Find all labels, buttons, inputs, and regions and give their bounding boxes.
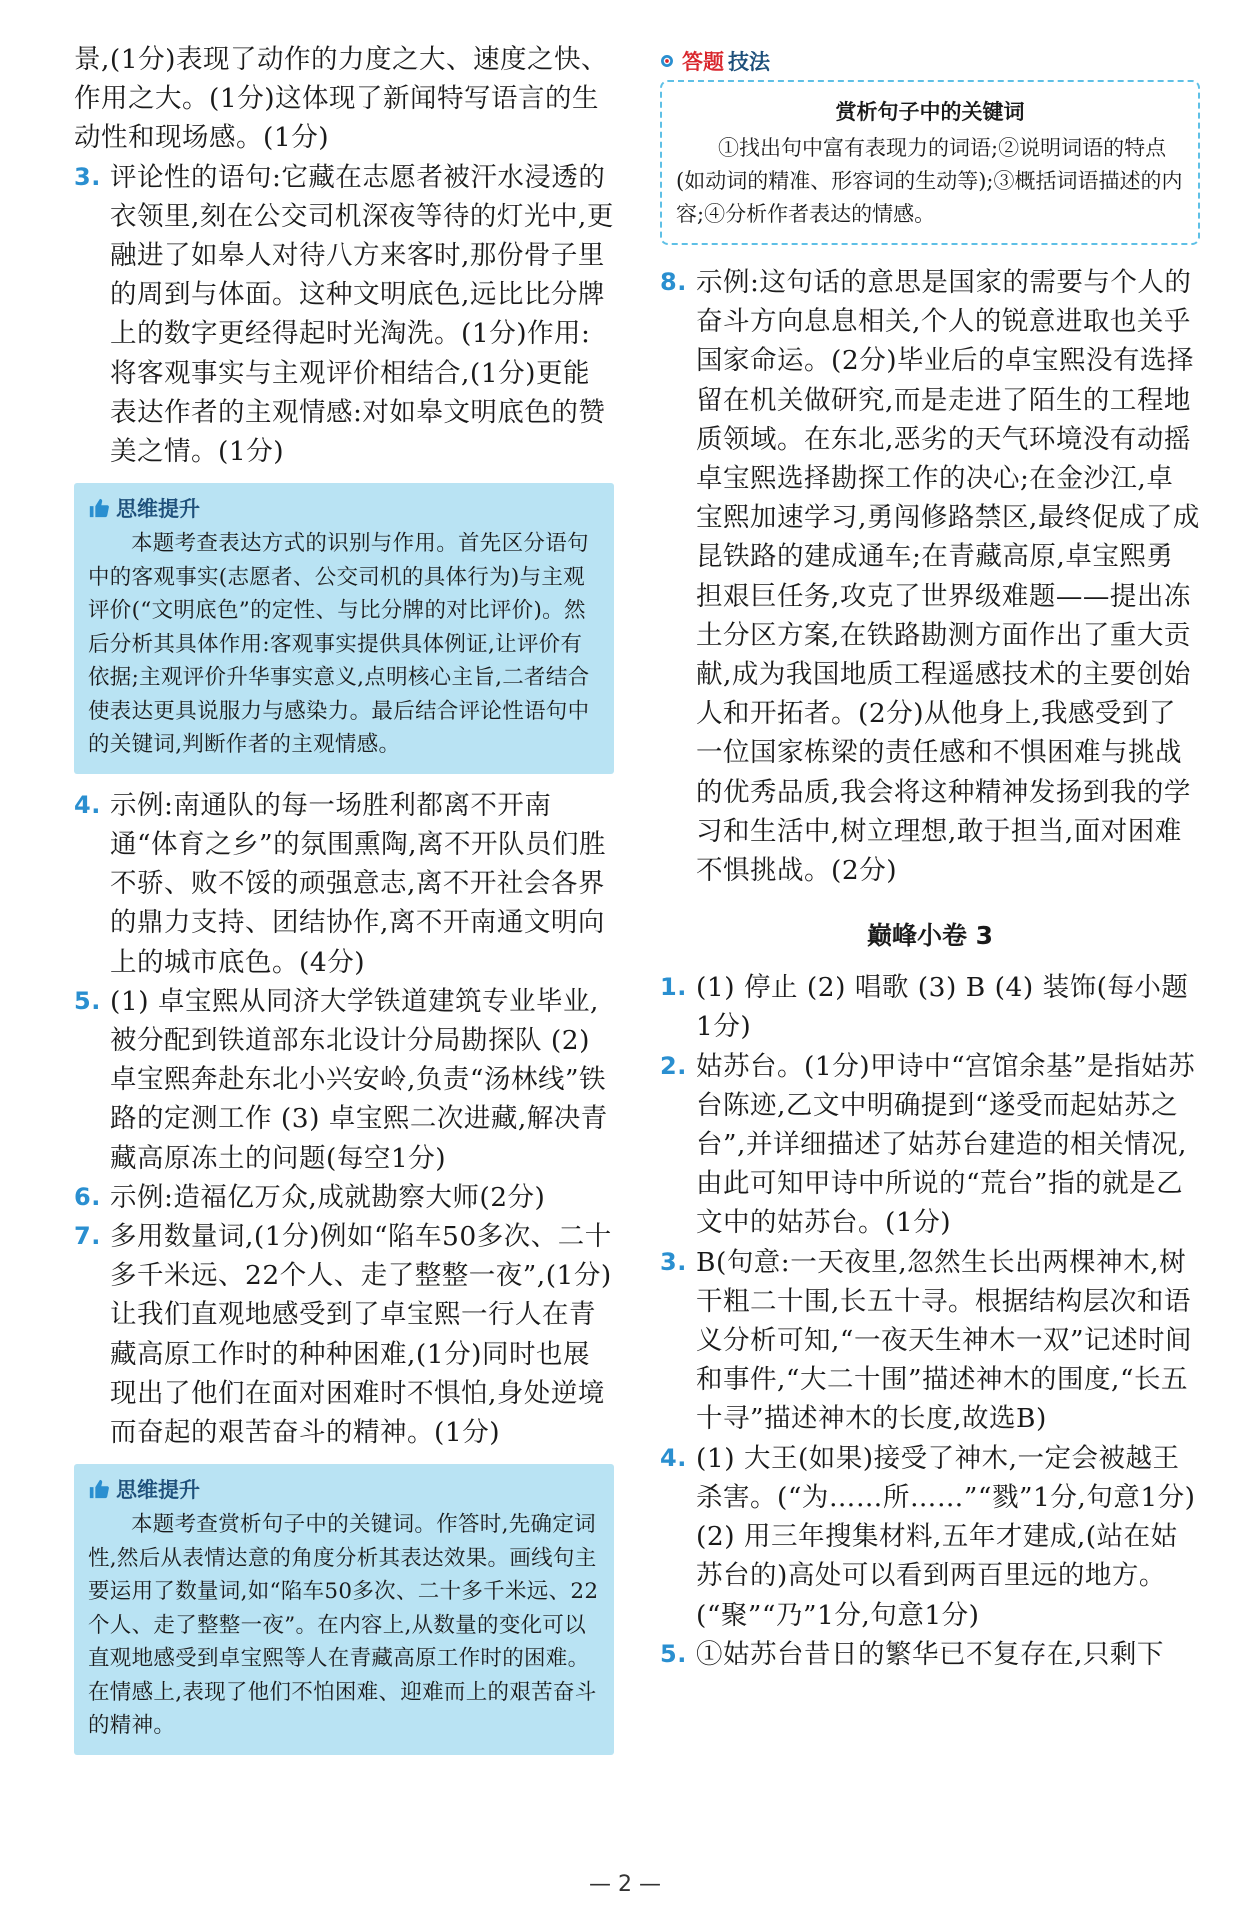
tip-title: 思维提升 — [116, 497, 200, 522]
answer-s1 — [660, 968, 1200, 1046]
question-number: 3. — [660, 1247, 687, 1276]
thumbs-up-icon — [88, 1478, 110, 1500]
answer-text-2: (2) 用三年搜集材料,五年才建成,(站在姑苏台的)高处可以看到两百里远的地方。(“聚”“乃”1分,句意1分) — [696, 1521, 1178, 1631]
answer-7 — [74, 1217, 614, 1452]
skill-title: 赏析句子中的关键词 — [835, 100, 1025, 124]
tip-text: 本题考查赏析句子中的关键词。作答时,先确定词性,然后从表情达意的角度分析其表达效果。画线句主要运用了数量词,如“陷车50多次、二十多千米远、22个人、走了整整一夜”。在内容上,从数量的变化可以直观地感受到卓宝熙等人在青藏高原工作时的困难。在情感上,表现了他们不怕困难、迎难而上的艰苦奋斗的精神。 — [88, 1512, 599, 1739]
question-number: 8. — [660, 268, 687, 296]
answer-s2 — [660, 1047, 1200, 1243]
question-number: 3. — [74, 162, 101, 191]
answer-text: (1) 停止 (2) 唱歌 (3) B (4) 装饰(每小题1分) — [696, 972, 1189, 1043]
page-number: — 2 — — [589, 1872, 661, 1897]
answer-text: 多用数量词,(1分)例如“陷车50多次、二十多千米远、22个人、走了整整一夜”,(1分)让我们直观地感受到了卓宝熙一行人在青藏高原工作时的种种困难,(1分)同时也展现出了他们在面对困难时不惧怕,身处逆境而奋起的艰苦奋斗的精神。(1分) — [110, 1220, 612, 1448]
skill-tag-a: 答题 — [682, 50, 724, 74]
continued-answer: 景,(1分)表现了动作的力度之大、速度之快、作用之大。(1分)这体现了新闻特写语言的生动性和现场感。(1分) — [74, 44, 608, 154]
question-number: 6. — [74, 1182, 101, 1211]
flower-icon — [656, 50, 678, 72]
thinking-tip-box — [74, 483, 614, 774]
thinking-tip-box — [74, 1464, 614, 1755]
question-number: 5. — [74, 986, 101, 1015]
answer-5 — [74, 982, 614, 1178]
answer-3 — [74, 158, 614, 472]
section-title: 巅峰小卷 3 — [866, 921, 994, 951]
answer-8 — [660, 263, 1200, 890]
skill-tag — [656, 46, 770, 76]
tip-header — [88, 1474, 600, 1504]
answer-text-1: (1) 大王(如果)接受了神木,一定会被越王杀害。(“为……所……”“戮”1分,句意1分) — [696, 1442, 1196, 1513]
question-number: 1. — [660, 973, 687, 1002]
tip-header — [88, 493, 600, 523]
skill-text: ①找出句中富有表现力的词语;②说明词语的特点(如动词的精准、形容词的生动等);③概括词语描述的内容;④分析作者表达的情感。 — [676, 136, 1183, 226]
question-number: 4. — [74, 790, 101, 819]
question-number: 5. — [660, 1639, 687, 1668]
question-number: 7. — [74, 1221, 101, 1250]
answer-text: 示例:这句话的意思是国家的需要与个人的奋斗方向息息相关,个人的锐意进取也关乎国家命运。(2分)毕业后的卓宝熙没有选择留在机关做研究,而是走进了陌生的工程地质领域。在东北,恶劣的天气环境没有动摇卓宝熙选择勘探工作的决心;在金沙江,卓宝熙加速学习,勇闯修路禁区,最终促成了成昆铁路的建成通车;在青藏高原,卓宝熙勇担艰巨任务,攻克了世界级难题——提出冻土分区方案,在铁路勘测方面作出了重大贡献,成为我国地质工程遥感技术的主要创始人和开拓者。(2分)从他身上,我感受到了一位国家栋梁的责任感和不惧困难与挑战的优秀品质,我会将这种精神发扬到我的学习和生活中,树立理想,敢于担当,面对困难不惧挑战。(2分) — [696, 267, 1200, 887]
answer-skill-box — [660, 50, 1200, 245]
answer-6 — [74, 1178, 614, 1217]
answer-text: ①姑苏台昔日的繁华已不复存在,只剩下 — [696, 1638, 1164, 1670]
answer-s4 — [660, 1439, 1200, 1635]
tip-text: 本题考查表达方式的识别与作用。首先区分语句中的客观事实(志愿者、公交司机的具体行为)与主观评价(“文明底色”的定性、与比分牌的对比评价)。然后分析其具体作用:客观事实提供具体例证,让评价有依据;主观评价升华事实意义,点明核心主旨,二者结合使表达更具说服力与感染力。最后结合评论性语句中的关键词,判断作者的主观情感。 — [88, 531, 590, 758]
answer-text: 姑苏台。(1分)甲诗中“宫馆余基”是指姑苏台陈迹,乙文中明确提到“遂受而起姑苏之台”,并详细描述了姑苏台建造的相关情况,由此可知甲诗中所说的“荒台”指的就是乙文中的姑苏台。(1分) — [696, 1050, 1196, 1239]
answer-text: 示例:造福亿万众,成就勘察大师(2分) — [110, 1181, 546, 1213]
tip-title: 思维提升 — [116, 1478, 200, 1503]
answer-text: 示例:南通队的每一场胜利都离不开南通“体育之乡”的氛围熏陶,离不开队员们胜不骄、败不馁的顽强意志,离不开社会各界的鼎力支持、团结协作,离不开南通文明向上的城市底色。(4分) — [110, 789, 607, 978]
skill-tag-b: 技法 — [728, 50, 770, 74]
answer-4 — [74, 786, 614, 982]
left-column — [74, 40, 614, 1767]
answer-text: (1) 卓宝熙从同济大学铁道建筑专业毕业,被分配到铁道部东北设计分局勘探队 (2) 卓宝熙奔赴东北小兴安岭,负责“汤林线”铁路的定测工作 (3) 卓宝熙二次进藏,解决青藏高原冻土的问题(每空1分) — [110, 985, 608, 1174]
question-number: 2. — [660, 1051, 687, 1080]
right-column — [660, 40, 1200, 1674]
question-number: 4. — [660, 1443, 687, 1472]
answer-s3 — [660, 1243, 1200, 1439]
answer-s5 — [660, 1635, 1200, 1674]
answer-text: B(句意:一天夜里,忽然生长出两棵神木,树干粗二十围,长五十寻。根据结构层次和语义分析可知,“一夜天生神木一双”记述时间和事件,“大二十围”描述神木的围度,“长五十寻”描述神木的长度,故选B) — [696, 1246, 1193, 1435]
answer-text: 评论性的语句:它藏在志愿者被汗水浸透的衣领里,刻在公交司机深夜等待的灯光中,更融进了如皋人对待八方来客时,那份骨子里的周到与体面。这种文明底色,远比比分牌上的数字更经得起时光淘洗。(1分)作用:将客观事实与主观评价相结合,(1分)更能表达作者的主观情感:对如皋文明底色的赞美之情。(1分) — [110, 161, 614, 468]
thumbs-up-icon — [88, 497, 110, 519]
